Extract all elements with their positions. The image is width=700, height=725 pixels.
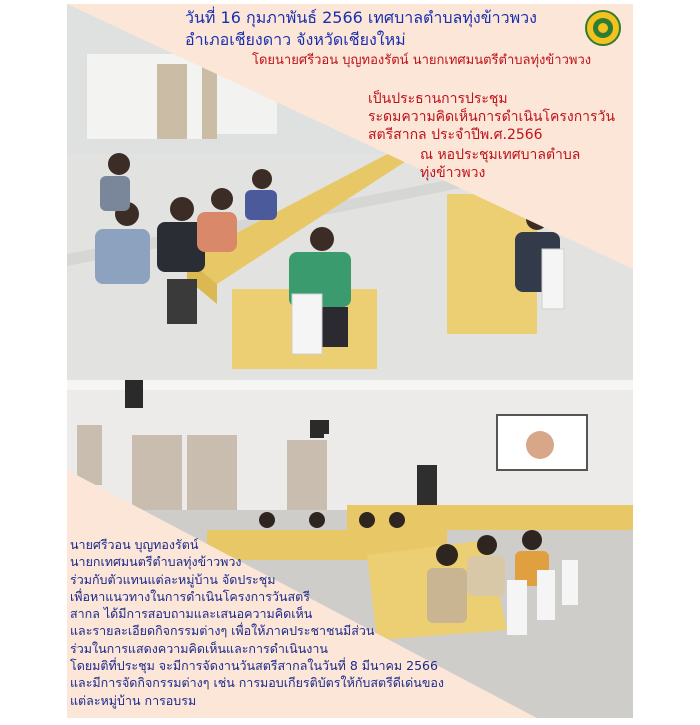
body-line: นายศรีวอน บุญทองรัตน์ bbox=[70, 537, 199, 552]
municipality-logo bbox=[585, 10, 621, 46]
body-line: ร่วมในการแสดงความคิดเห็นและการดำเนินงาน bbox=[70, 640, 328, 656]
body-line: แต่ละหมู่บ้าน การอบรม bbox=[70, 692, 197, 708]
red-line-2: ระดมความคิดเห็นการดำเนินโครงการวัน bbox=[368, 109, 615, 125]
location-line-2: ทุ่งข้าวพวง bbox=[420, 165, 486, 181]
body-paragraph bbox=[70, 536, 540, 709]
red-line-1: เป็นประธานการประชุม bbox=[368, 91, 508, 107]
body-line: และมีการจัดกิจกรรมต่างๆ เช่น การมอบเกียรติบัตรให้กับสตรีดีเด่นของ bbox=[70, 675, 445, 691]
header-line-3: โดยนายศรีวอน บุญทองรัตน์ นายกเทศมนตรีตำบลทุ่งข้าวพวง bbox=[252, 53, 592, 68]
body-line: สากล ได้มีการสอบถามและเสนอความคิดเห็น bbox=[70, 606, 313, 622]
body-line: และรายละเอียดกิจกรรมต่างๆ เพื่อให้ภาคประชาชนมีส่วน bbox=[70, 623, 375, 639]
body-line: ร่วมกับตัวแทนแต่ละหมู่บ้าน จัดประชุม bbox=[70, 571, 276, 587]
body-line: นายกเทศมนตรีตำบลทุ่งข้าวพวง bbox=[70, 554, 242, 570]
body-line: เพื่อหาแนวทางในการดำเนินโครงการวันสตรี bbox=[70, 588, 310, 604]
header-line-2: อำเภอเชียงดาว จังหวัดเชียงใหม่ bbox=[185, 30, 406, 49]
body-line: โดยมติที่ประชุม จะมีการจัดงานวันสตรีสากลในวันที่ 8 มีนาคม 2566 bbox=[70, 658, 438, 674]
header-line-1: วันที่ 16 กุมภาพันธ์ 2566 เทศบาลตำบลทุ่งข้าวพวง bbox=[185, 8, 537, 27]
location-line-1: ณ หอประชุมเทศบาลตำบล bbox=[420, 147, 581, 163]
red-line-3: สตรีสากล ประจำปีพ.ศ.2566 bbox=[368, 127, 543, 143]
